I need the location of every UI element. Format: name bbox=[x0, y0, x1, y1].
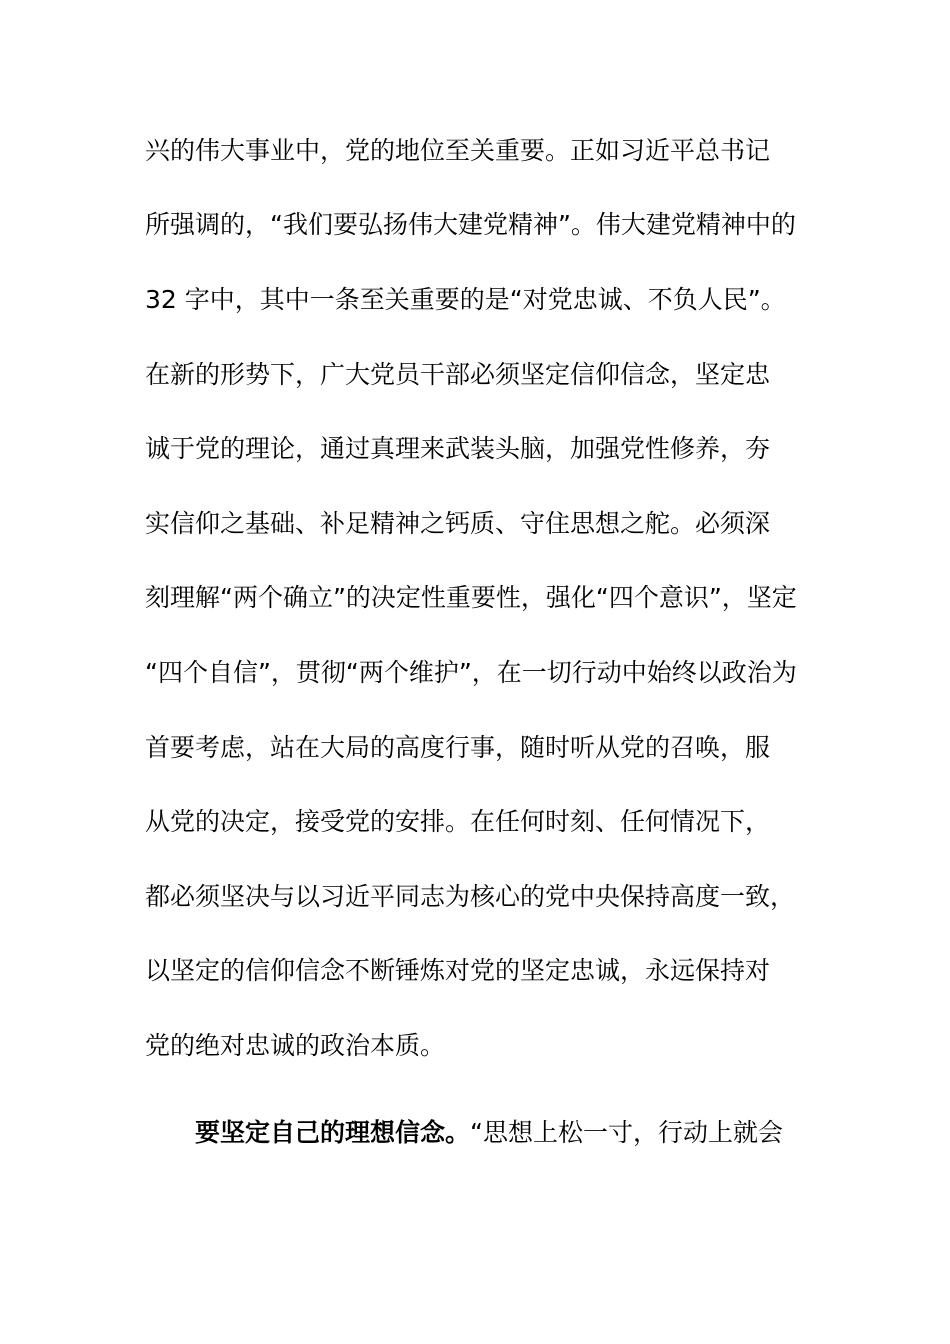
paragraph-line: 所强调的，“我们要弘扬伟大建党精神”。伟大建党精神中的 bbox=[145, 210, 796, 239]
paragraph-line: 诚于党的理论，通过真理来武装头脑，加强党性修养，夯 bbox=[145, 434, 771, 463]
paragraph-line: 兴的伟大事业中，党的地位至关重要。正如习近平总书记 bbox=[145, 136, 771, 165]
paragraph-line: 党的绝对忠诚的政治本质。 bbox=[145, 1031, 446, 1060]
paragraph-line: “四个自信”，贯彻“两个维护”，在一切行动中始终以政治为 bbox=[145, 658, 797, 687]
paragraph-line: 从党的决定，接受党的安排。在任何时刻、任何情况下， bbox=[145, 807, 771, 836]
paragraph-line: 刻理解“两个确立”的决定性重要性，强化“四个意识”，坚定 bbox=[145, 583, 797, 612]
paragraph-line: 32 字中，其中一条至关重要的是“对党忠诚、不负人民”。 bbox=[145, 285, 786, 314]
next-paragraph-line bbox=[195, 1117, 783, 1149]
paragraph-line: 以坚定的信仰信念不断锤炼对党的坚定忠诚，永远保持对 bbox=[145, 956, 771, 985]
paragraph-line: 首要考虑，站在大局的高度行事，随时听从党的召唤，服 bbox=[145, 733, 771, 762]
paragraph-line: 都必须坚决与以习近平同志为核心的党中央保持高度一致， bbox=[145, 882, 796, 911]
paragraph-line: 在新的形势下，广大党员干部必须坚定信仰信念，坚定忠 bbox=[145, 360, 771, 389]
paragraph-heading: 要坚定自己的理想信念。 bbox=[195, 1118, 471, 1147]
paragraph-line: 实信仰之基础、补足精神之钙质、守住思想之舵。必须深 bbox=[145, 509, 771, 538]
paragraph-text: “思想上松一寸，行动上就会 bbox=[470, 1118, 783, 1147]
